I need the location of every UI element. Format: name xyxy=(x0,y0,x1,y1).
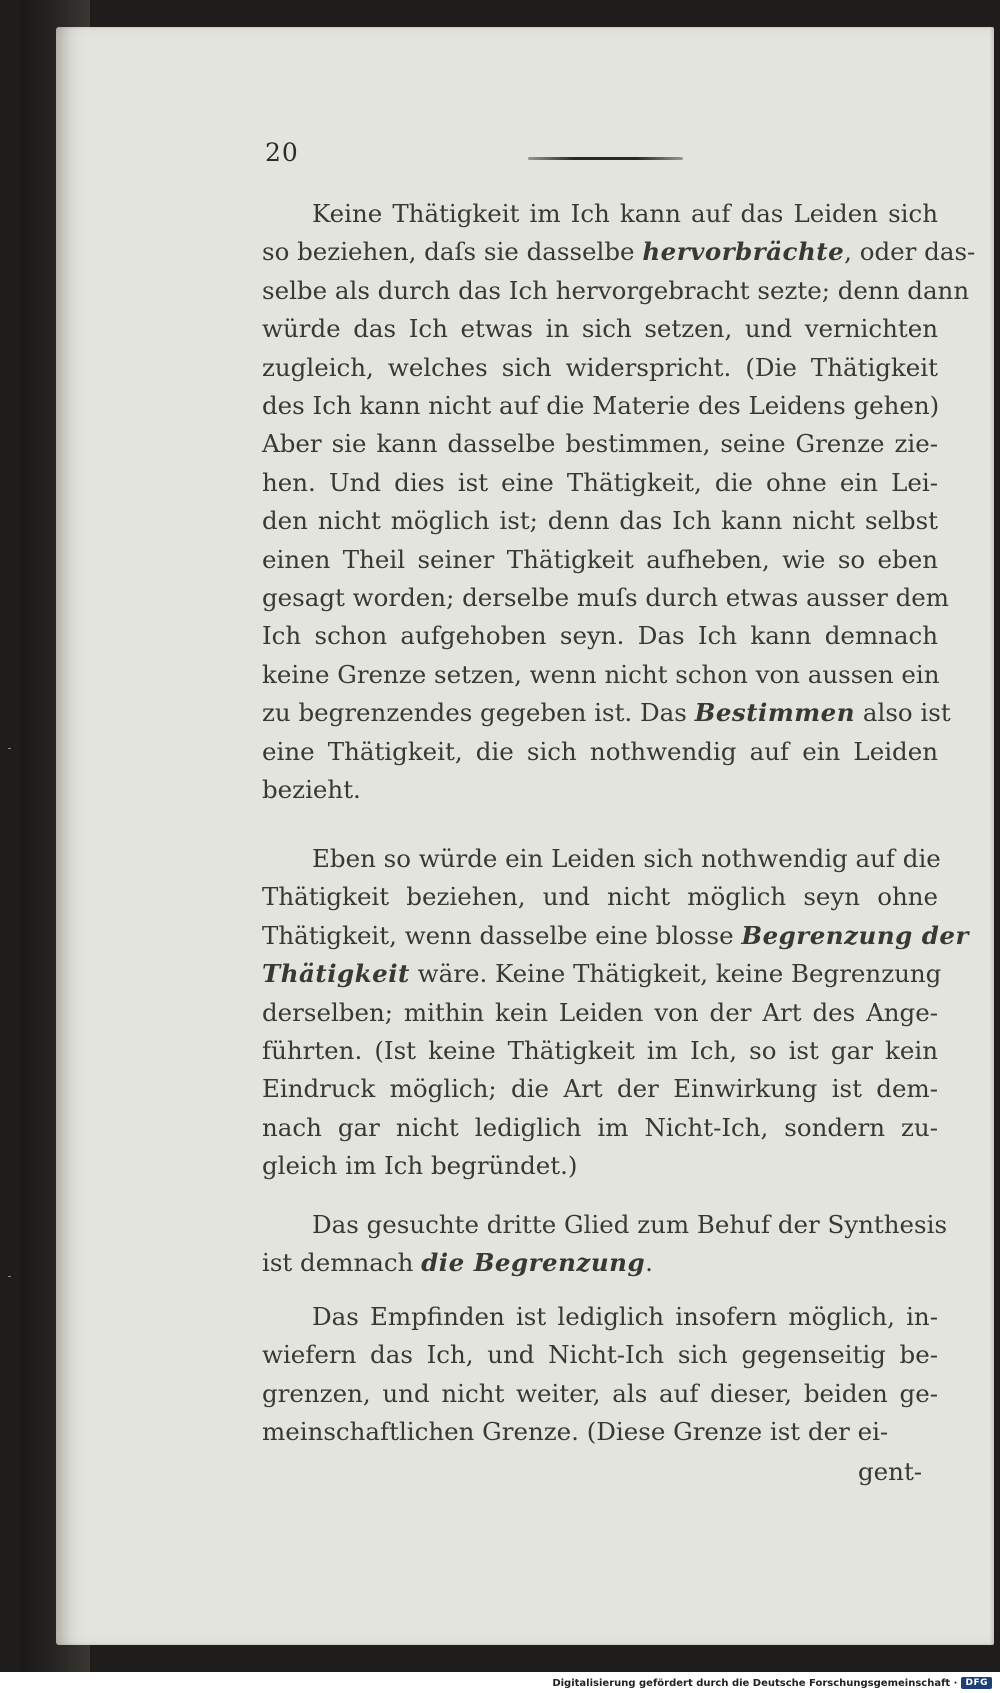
text-line: des Ich kann nicht auf die Materie des Leidens gehen) xyxy=(262,391,940,421)
text-line: den nicht möglich ist; denn das Ich kann nicht selbst xyxy=(262,506,938,536)
emphasis-text: Bestimmen xyxy=(694,698,856,728)
text-line: selbe als durch das Ich hervorgebracht sezte; denn dann xyxy=(262,275,970,305)
paragraph-2 xyxy=(262,840,969,1186)
footer-text: Digitalisierung gefördert durch die Deutsche Forschungsgemeinschaft · xyxy=(552,1677,958,1689)
text-line: nach gar nicht lediglich im Nicht-Ich, sondern zu- xyxy=(262,1112,938,1142)
text-line: Thätigkeit, wenn dasselbe eine blosse Begrenzung der xyxy=(262,920,969,950)
text-line: Eben so würde ein Leiden sich nothwendig auf die xyxy=(312,844,941,873)
text-line: einen Theil seiner Thätigkeit aufheben, wie so eben xyxy=(262,544,938,574)
text-line: Eindruck möglich; die Art der Einwirkung ist dem- xyxy=(262,1074,938,1104)
text-line: Thätigkeit wäre. Keine Thätigkeit, keine Begrenzung xyxy=(262,959,942,989)
emphasis-text: hervorbrächte xyxy=(642,237,845,267)
text-line: grenzen, und nicht weiter, als auf dieser, beiden ge- xyxy=(262,1378,938,1408)
text-line: zu begrenzendes gegeben ist. Das Bestimmen also ist xyxy=(262,698,951,728)
paragraph-1 xyxy=(262,195,976,810)
dfg-logo: DFG xyxy=(961,1677,992,1689)
scan-mark xyxy=(8,1276,11,1277)
text-line: Ich schon aufgehoben seyn. Das Ich kann demnach xyxy=(262,621,938,651)
text-line: Das gesuchte dritte Glied zum Behuf der Synthesis xyxy=(312,1210,948,1239)
text-line: bezieht. xyxy=(262,775,361,805)
text-line: gesagt worden; derselbe muſs durch etwas ausser dem xyxy=(262,583,950,613)
text-line: gleich im Ich begründet.) xyxy=(262,1151,578,1181)
text-line: so beziehen, daſs sie dasselbe hervorbrächte, oder das- xyxy=(262,237,976,267)
paragraph-3 xyxy=(262,1206,948,1283)
text-line: führten. (Ist keine Thätigkeit im Ich, so ist gar kein xyxy=(262,1036,938,1066)
paragraph-4 xyxy=(262,1298,938,1452)
text-line: Das Empfinden ist lediglich insofern möglich, in- xyxy=(312,1302,938,1331)
text-line: Aber sie kann dasselbe bestimmen, seine Grenze zie- xyxy=(262,429,938,459)
emphasis-text: die Begrenzung xyxy=(421,1248,646,1278)
text-line: Thätigkeit beziehen, und nicht möglich seyn ohne xyxy=(262,882,938,912)
text-line: wiefern das Ich, und Nicht-Ich sich gegenseitig be- xyxy=(262,1340,938,1370)
header-rule xyxy=(528,157,683,160)
page-number: 20 xyxy=(265,138,299,167)
text-line: derselben; mithin kein Leiden von der Art des Ange- xyxy=(262,997,938,1027)
footer-credit xyxy=(552,1675,992,1691)
emphasis-text: Begrenzung der xyxy=(741,920,969,950)
text-line: zugleich, welches sich widerspricht. (Die Thätigkeit xyxy=(262,352,938,382)
text-line: keine Grenze setzen, wenn nicht schon von aussen ein xyxy=(262,659,940,689)
text-line: eine Thätigkeit, die sich nothwendig auf ein Leiden xyxy=(262,736,938,766)
catchword: gent- xyxy=(858,1457,923,1486)
text-line: meinschaftlichen Grenze. (Diese Grenze ist der ei- xyxy=(262,1417,889,1447)
text-line: ist demnach die Begrenzung. xyxy=(262,1248,653,1278)
text-line: hen. Und dies ist eine Thätigkeit, die ohne ein Lei- xyxy=(262,467,938,497)
scan-mark xyxy=(8,748,11,749)
emphasis-text: Thätigkeit xyxy=(262,959,410,989)
text-line: würde das Ich etwas in sich setzen, und vernichten xyxy=(262,314,938,344)
text-line: Keine Thätigkeit im Ich kann auf das Leiden sich xyxy=(312,199,938,228)
